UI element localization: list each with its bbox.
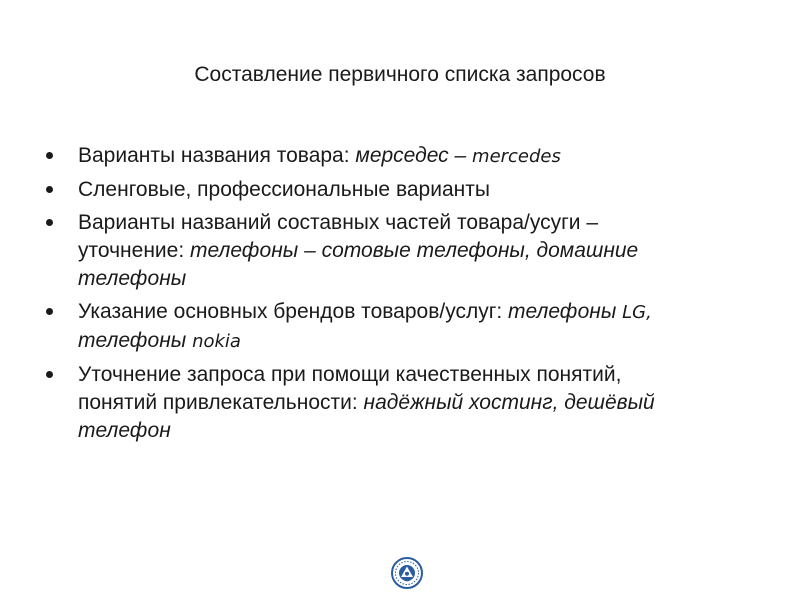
bullet-line <box>78 176 758 204</box>
bullet-dot-icon <box>46 308 53 315</box>
bullet-example: телефоны <box>78 329 193 352</box>
bullet-line <box>78 298 758 327</box>
bullet-text: Варианты названия товара: <box>78 144 356 167</box>
bullet-list <box>46 142 758 450</box>
bullet-text: уточнение: <box>78 239 190 262</box>
bullet-example-latin: LG, <box>622 302 652 323</box>
bullet-text: Варианты названий составных частей товара/усуги – <box>78 211 599 234</box>
bullet-dot-icon <box>46 371 53 378</box>
bullet-item <box>46 361 758 445</box>
bullet-example-latin: mercedes <box>472 146 561 167</box>
bullet-example-latin: nokia <box>192 331 241 352</box>
bullet-example: мерседес – <box>355 144 473 167</box>
bullet-dot-icon <box>46 152 53 159</box>
bullet-item <box>46 176 758 204</box>
bullet-text: Уточнение запроса при помощи качественных понятий, <box>78 363 622 386</box>
university-emblem-icon <box>391 557 423 589</box>
bullet-item <box>46 209 758 293</box>
bullet-dot-icon <box>46 219 53 226</box>
bullet-line <box>78 327 758 356</box>
bullet-line <box>78 209 758 237</box>
bullet-text: понятий привлекательности: <box>78 391 364 414</box>
bullet-line <box>78 237 758 265</box>
bullet-example: телефон <box>78 419 171 442</box>
bullet-line <box>78 265 758 293</box>
bullet-example: телефоны <box>508 300 623 323</box>
bullet-line <box>78 142 758 171</box>
bullet-example: надёжный хостинг, дешёвый <box>363 391 655 414</box>
bullet-line <box>78 389 758 417</box>
bullet-text: Сленговые, профессиональные варианты <box>78 178 490 201</box>
bullet-example: телефоны – сотовые телефоны, домашние <box>190 239 639 262</box>
bullet-dot-icon <box>46 186 53 193</box>
bullet-text: Указание основных брендов товаров/услуг: <box>78 300 509 323</box>
bullet-line <box>78 417 758 445</box>
bullet-example: телефоны <box>78 267 187 290</box>
bullet-line <box>78 361 758 389</box>
bullet-item <box>46 142 758 171</box>
bullet-item <box>46 298 758 356</box>
slide-title: Составление первичного списка запросов <box>194 63 606 86</box>
